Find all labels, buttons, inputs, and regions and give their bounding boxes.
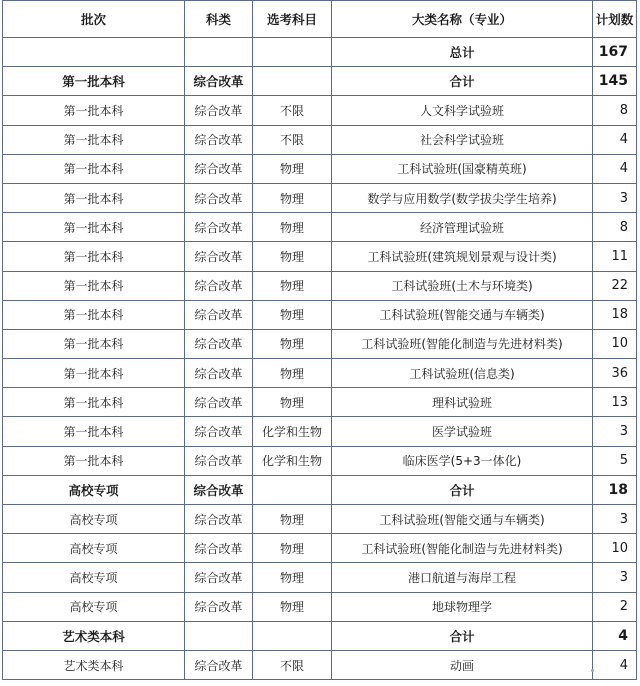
- subjects-cell: 物理: [253, 300, 332, 329]
- major-cell: 工科试验班(国豪精英班): [332, 154, 593, 183]
- batch-cell: 第一批本科: [3, 125, 185, 154]
- table-row: [3, 359, 637, 388]
- subjects-cell: 物理: [253, 329, 332, 358]
- plan-cell: 18: [593, 475, 637, 504]
- batch-cell: 第一批本科: [3, 154, 185, 183]
- plan-cell: 3: [593, 183, 637, 212]
- subjects-cell: [253, 67, 332, 96]
- category-cell: [185, 38, 253, 67]
- batch-cell: 第一批本科: [3, 213, 185, 242]
- plan-cell: 11: [593, 242, 637, 271]
- subtotal-row: [3, 475, 637, 504]
- batch-cell: 艺术类本科: [3, 650, 185, 679]
- subtotal-row: [3, 38, 637, 67]
- plan-cell: 167: [593, 38, 637, 67]
- major-cell: 理科试验班: [332, 388, 593, 417]
- table-row: [3, 183, 637, 212]
- subjects-cell: 物理: [253, 505, 332, 534]
- major-cell: 总计: [332, 38, 593, 67]
- category-cell: 综合改革: [185, 154, 253, 183]
- subjects-cell: 物理: [253, 271, 332, 300]
- category-cell: 综合改革: [185, 183, 253, 212]
- major-cell: 人文科学试验班: [332, 96, 593, 125]
- plan-cell: 4: [593, 154, 637, 183]
- batch-cell: 第一批本科: [3, 329, 185, 358]
- plan-cell: 36: [593, 359, 637, 388]
- major-cell: 工科试验班(土木与环境类): [332, 271, 593, 300]
- category-cell: 综合改革: [185, 213, 253, 242]
- table-row: [3, 417, 637, 446]
- subtotal-row: [3, 67, 637, 96]
- plan-cell: 22: [593, 271, 637, 300]
- major-cell: 港口航道与海岸工程: [332, 563, 593, 592]
- major-cell: 合计: [332, 67, 593, 96]
- plan-cell: 145: [593, 67, 637, 96]
- category-cell: 综合改革: [185, 505, 253, 534]
- major-cell: 合计: [332, 475, 593, 504]
- batch-cell: 第一批本科: [3, 67, 185, 96]
- category-cell: 综合改革: [185, 359, 253, 388]
- plan-cell: 13: [593, 388, 637, 417]
- plan-cell: 3: [593, 417, 637, 446]
- plan-cell: 18: [593, 300, 637, 329]
- category-cell: 综合改革: [185, 125, 253, 154]
- table-row: [3, 329, 637, 358]
- major-cell: 合计: [332, 621, 593, 650]
- plan-cell: 10: [593, 329, 637, 358]
- category-cell: 综合改革: [185, 242, 253, 271]
- table-row: [3, 300, 637, 329]
- plan-cell: 3: [593, 505, 637, 534]
- batch-cell: 第一批本科: [3, 359, 185, 388]
- table-row: [3, 563, 637, 592]
- plan-cell: 8: [593, 213, 637, 242]
- batch-cell: 第一批本科: [3, 96, 185, 125]
- major-cell: 动画: [332, 650, 593, 679]
- batch-cell: 高校专项: [3, 534, 185, 563]
- major-cell: 工科试验班(智能交通与车辆类): [332, 300, 593, 329]
- plan-cell: 8: [593, 96, 637, 125]
- batch-cell: 第一批本科: [3, 271, 185, 300]
- batch-cell: 高校专项: [3, 475, 185, 504]
- plan-cell: 10: [593, 534, 637, 563]
- enrollment-plan-table: [2, 0, 637, 680]
- category-cell: 综合改革: [185, 592, 253, 621]
- batch-cell: 艺术类本科: [3, 621, 185, 650]
- subjects-cell: 化学和生物: [253, 417, 332, 446]
- header-category: 科类: [185, 1, 253, 38]
- major-cell: 医学试验班: [332, 417, 593, 446]
- batch-cell: 高校专项: [3, 592, 185, 621]
- batch-cell: 第一批本科: [3, 300, 185, 329]
- major-cell: 工科试验班(智能交通与车辆类): [332, 505, 593, 534]
- batch-cell: 高校专项: [3, 505, 185, 534]
- category-cell: 综合改革: [185, 388, 253, 417]
- batch-cell: 高校专项: [3, 563, 185, 592]
- subjects-cell: 物理: [253, 592, 332, 621]
- subjects-cell: 物理: [253, 154, 332, 183]
- category-cell: [185, 621, 253, 650]
- batch-cell: 第一批本科: [3, 183, 185, 212]
- header-subjects: 选考科目: [253, 1, 332, 38]
- table-row: [3, 125, 637, 154]
- subjects-cell: 物理: [253, 213, 332, 242]
- header-row: [3, 1, 637, 38]
- table-row: [3, 242, 637, 271]
- plan-cell: 4: [593, 125, 637, 154]
- subjects-cell: [253, 621, 332, 650]
- major-cell: 数学与应用数学(数学拔尖学生培养): [332, 183, 593, 212]
- batch-cell: 第一批本科: [3, 417, 185, 446]
- subjects-cell: 不限: [253, 125, 332, 154]
- subjects-cell: 不限: [253, 96, 332, 125]
- plan-cell: 5: [593, 446, 637, 475]
- decorative-dot: [591, 669, 594, 672]
- header-plan: 计划数: [593, 1, 637, 38]
- subjects-cell: 物理: [253, 242, 332, 271]
- subtotal-row: [3, 621, 637, 650]
- subjects-cell: 物理: [253, 359, 332, 388]
- plan-cell: 2: [593, 592, 637, 621]
- category-cell: 综合改革: [185, 329, 253, 358]
- table-row: [3, 388, 637, 417]
- header-major: 大类名称（专业）: [332, 1, 593, 38]
- major-cell: 工科试验班(智能化制造与先进材料类): [332, 534, 593, 563]
- table-row: [3, 505, 637, 534]
- table-row: [3, 534, 637, 563]
- major-cell: 临床医学(5+3一体化): [332, 446, 593, 475]
- plan-cell: 4: [593, 650, 637, 679]
- major-cell: 经济管理试验班: [332, 213, 593, 242]
- category-cell: 综合改革: [185, 271, 253, 300]
- major-cell: 工科试验班(建筑规划景观与设计类): [332, 242, 593, 271]
- category-cell: 综合改革: [185, 650, 253, 679]
- table-row: [3, 592, 637, 621]
- category-cell: 综合改革: [185, 563, 253, 592]
- table-body: [3, 38, 637, 680]
- category-cell: 综合改革: [185, 534, 253, 563]
- major-cell: 工科试验班(智能化制造与先进材料类): [332, 329, 593, 358]
- header-batch: 批次: [3, 1, 185, 38]
- subjects-cell: [253, 38, 332, 67]
- batch-cell: [3, 38, 185, 67]
- subjects-cell: 物理: [253, 183, 332, 212]
- major-cell: 社会科学试验班: [332, 125, 593, 154]
- major-cell: 地球物理学: [332, 592, 593, 621]
- category-cell: 综合改革: [185, 67, 253, 96]
- plan-cell: 4: [593, 621, 637, 650]
- subjects-cell: 物理: [253, 388, 332, 417]
- category-cell: 综合改革: [185, 475, 253, 504]
- category-cell: 综合改革: [185, 417, 253, 446]
- table-row: [3, 154, 637, 183]
- category-cell: 综合改革: [185, 446, 253, 475]
- subjects-cell: [253, 475, 332, 504]
- subjects-cell: 物理: [253, 563, 332, 592]
- subjects-cell: 化学和生物: [253, 446, 332, 475]
- table-row: [3, 96, 637, 125]
- table-row: [3, 271, 637, 300]
- subjects-cell: 物理: [253, 534, 332, 563]
- category-cell: 综合改革: [185, 96, 253, 125]
- batch-cell: 第一批本科: [3, 446, 185, 475]
- batch-cell: 第一批本科: [3, 242, 185, 271]
- major-cell: 工科试验班(信息类): [332, 359, 593, 388]
- table-row: [3, 213, 637, 242]
- batch-cell: 第一批本科: [3, 388, 185, 417]
- table-row: [3, 446, 637, 475]
- category-cell: 综合改革: [185, 300, 253, 329]
- subjects-cell: 不限: [253, 650, 332, 679]
- plan-cell: 3: [593, 563, 637, 592]
- table-row: [3, 650, 637, 679]
